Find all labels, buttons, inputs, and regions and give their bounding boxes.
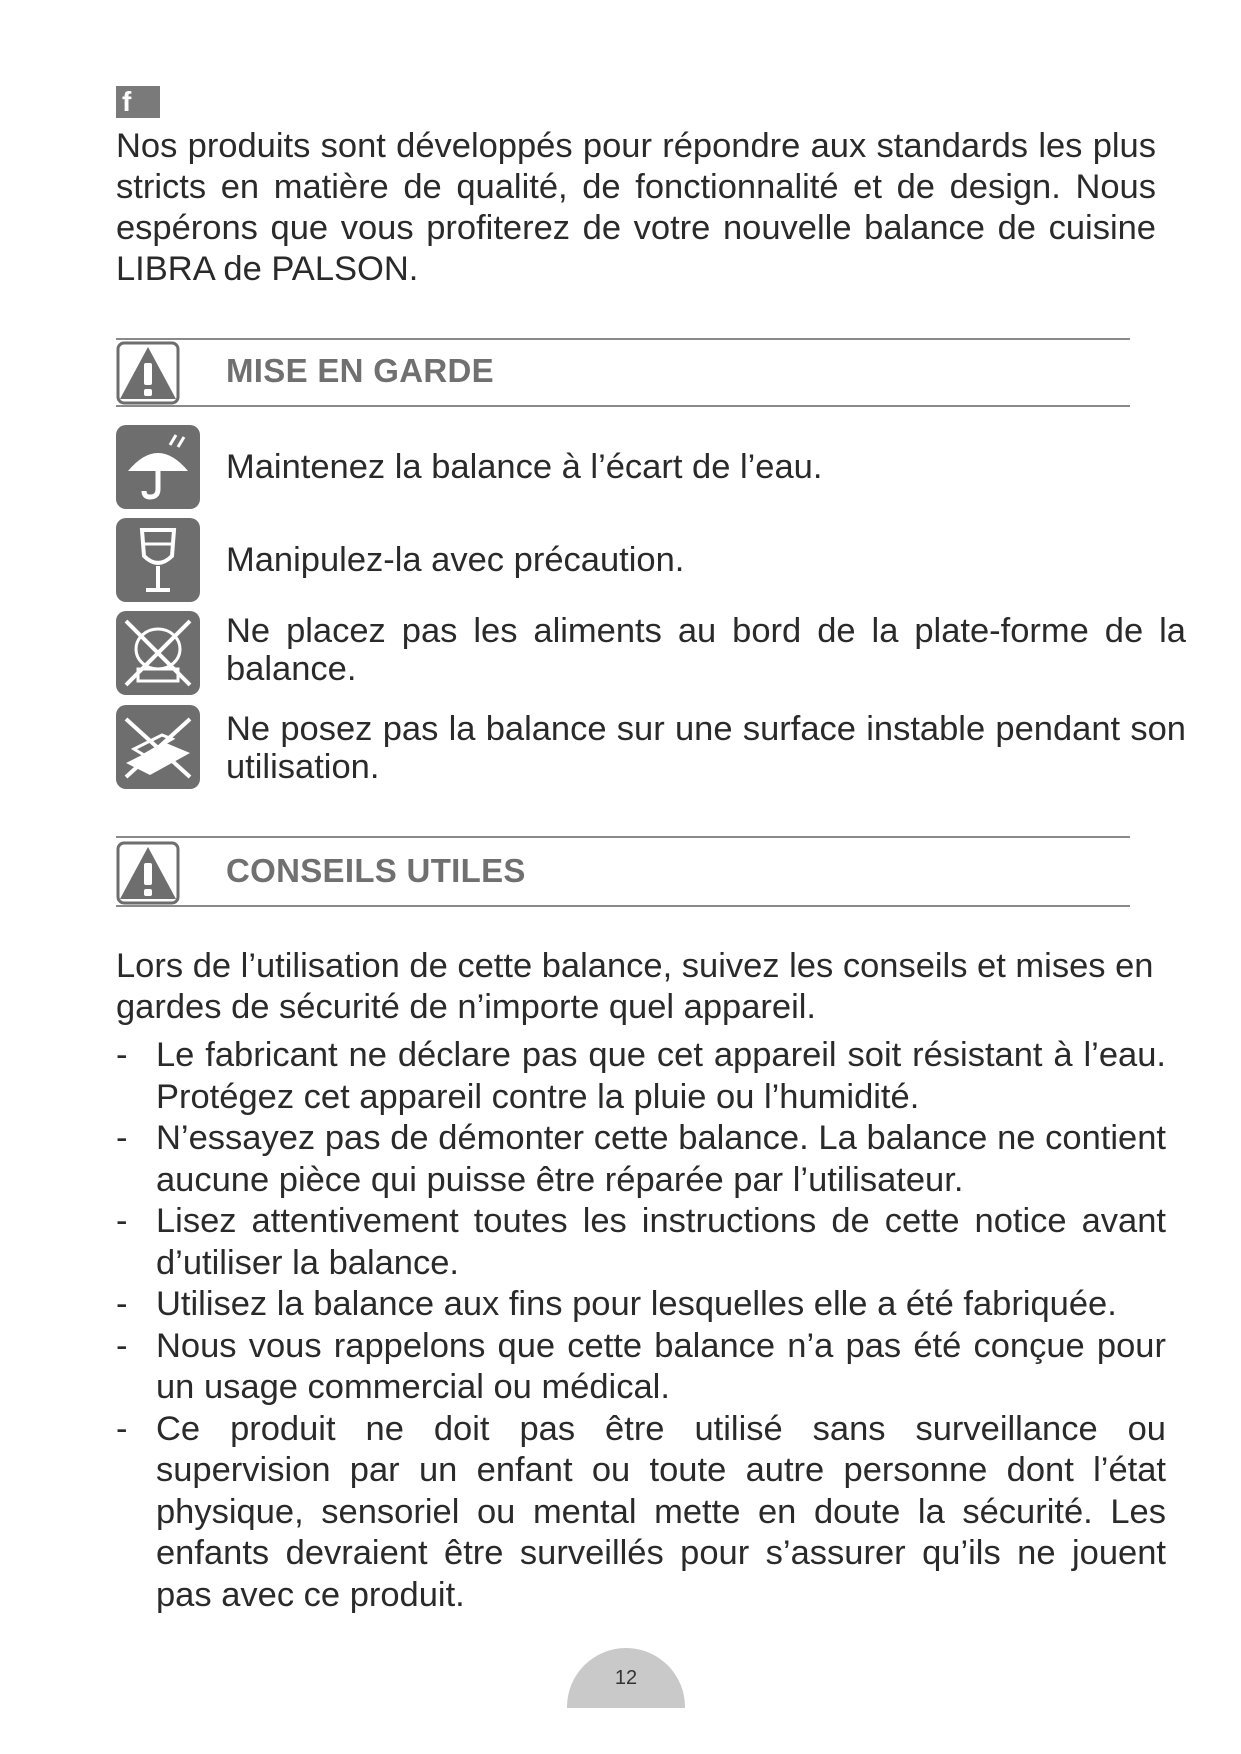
list-item-text: N’essayez pas de démonter cette balance. La balance ne contient aucune pièce qui puisse être réparée par l’utilisateur.: [156, 1119, 1166, 1199]
fragile-glass-icon: [116, 518, 200, 602]
warning-item-text: Maintenez la balance à l’écart de l’eau.: [226, 448, 823, 486]
list-item-text: Le fabricant ne déclare pas que cet appareil soit résistant à l’eau. Protégez cet appareil contre la pluie ou l’humidité.: [156, 1036, 1166, 1116]
bullet-marker: -: [116, 1326, 128, 1365]
list-item: [116, 1326, 1166, 1409]
page-number: 12: [567, 1648, 685, 1708]
tips-bullet-list: [116, 1035, 1166, 1616]
section-divider-bottom: [116, 405, 1130, 407]
warning-item-text: Ne placez pas les aliments au bord de la plate-forme de la balance.: [226, 612, 1186, 688]
section-divider-top: [116, 836, 1130, 838]
umbrella-rain-icon: [116, 425, 200, 509]
no-edge-placement-icon: [116, 611, 200, 695]
tips-intro-paragraph: Lors de l’utilisation de cette balance, suivez les conseils et mises en gardes de sécurité de n’importe quel appareil.: [116, 947, 1154, 1026]
language-badge: f: [116, 86, 160, 118]
tips-section-title: CONSEILS UTILES: [226, 852, 526, 889]
bullet-marker: -: [116, 1036, 128, 1074]
list-item-text: Utilisez la balance aux fins pour lesquelles elle a été fabriquée.: [156, 1285, 1117, 1323]
list-item: [116, 1284, 1166, 1326]
list-item-text: Lisez attentivement toutes les instructions de cette notice avant d’utiliser la balance.: [156, 1202, 1166, 1282]
list-item: [116, 1035, 1166, 1118]
list-item: [116, 1409, 1166, 1617]
list-item: [116, 1201, 1166, 1284]
no-unstable-surface-icon: [116, 705, 200, 789]
list-item: [116, 1118, 1166, 1201]
intro-paragraph: Nos produits sont développés pour répondre aux standards les plus stricts en matière de qualité, de fonctionnalité et de design. Nous espérons que vous profiterez de votre nouvelle balance de cuisine LIBRA de PALSON.: [116, 127, 1156, 288]
bullet-marker: -: [116, 1202, 128, 1240]
warning-item-text: Ne posez pas la balance sur une surface instable pendant son utilisation.: [226, 710, 1186, 786]
warning-triangle-icon: [116, 341, 180, 405]
bullet-marker: -: [116, 1285, 128, 1323]
warning-section-title: MISE EN GARDE: [226, 352, 494, 389]
section-divider-bottom: [116, 905, 1130, 907]
bullet-marker: -: [116, 1409, 128, 1448]
list-item-text: Ce produit ne doit pas être utilisé sans surveillance ou supervision par un enfant ou toute autre personne dont l’état physique, sensoriel ou mental mette en doute la sécurité. Les enfants devraient être surveillés pour s’assurer qu’ils ne jouent pas avec ce produit.: [156, 1409, 1166, 1614]
warning-triangle-icon: [116, 841, 180, 905]
warning-item-text: Manipulez-la avec précaution.: [226, 541, 685, 579]
bullet-marker: -: [116, 1119, 128, 1157]
section-divider-top: [116, 338, 1130, 340]
list-item-text: Nous vous rappelons que cette balance n’a pas été conçue pour un usage commercial ou médical.: [156, 1326, 1166, 1406]
